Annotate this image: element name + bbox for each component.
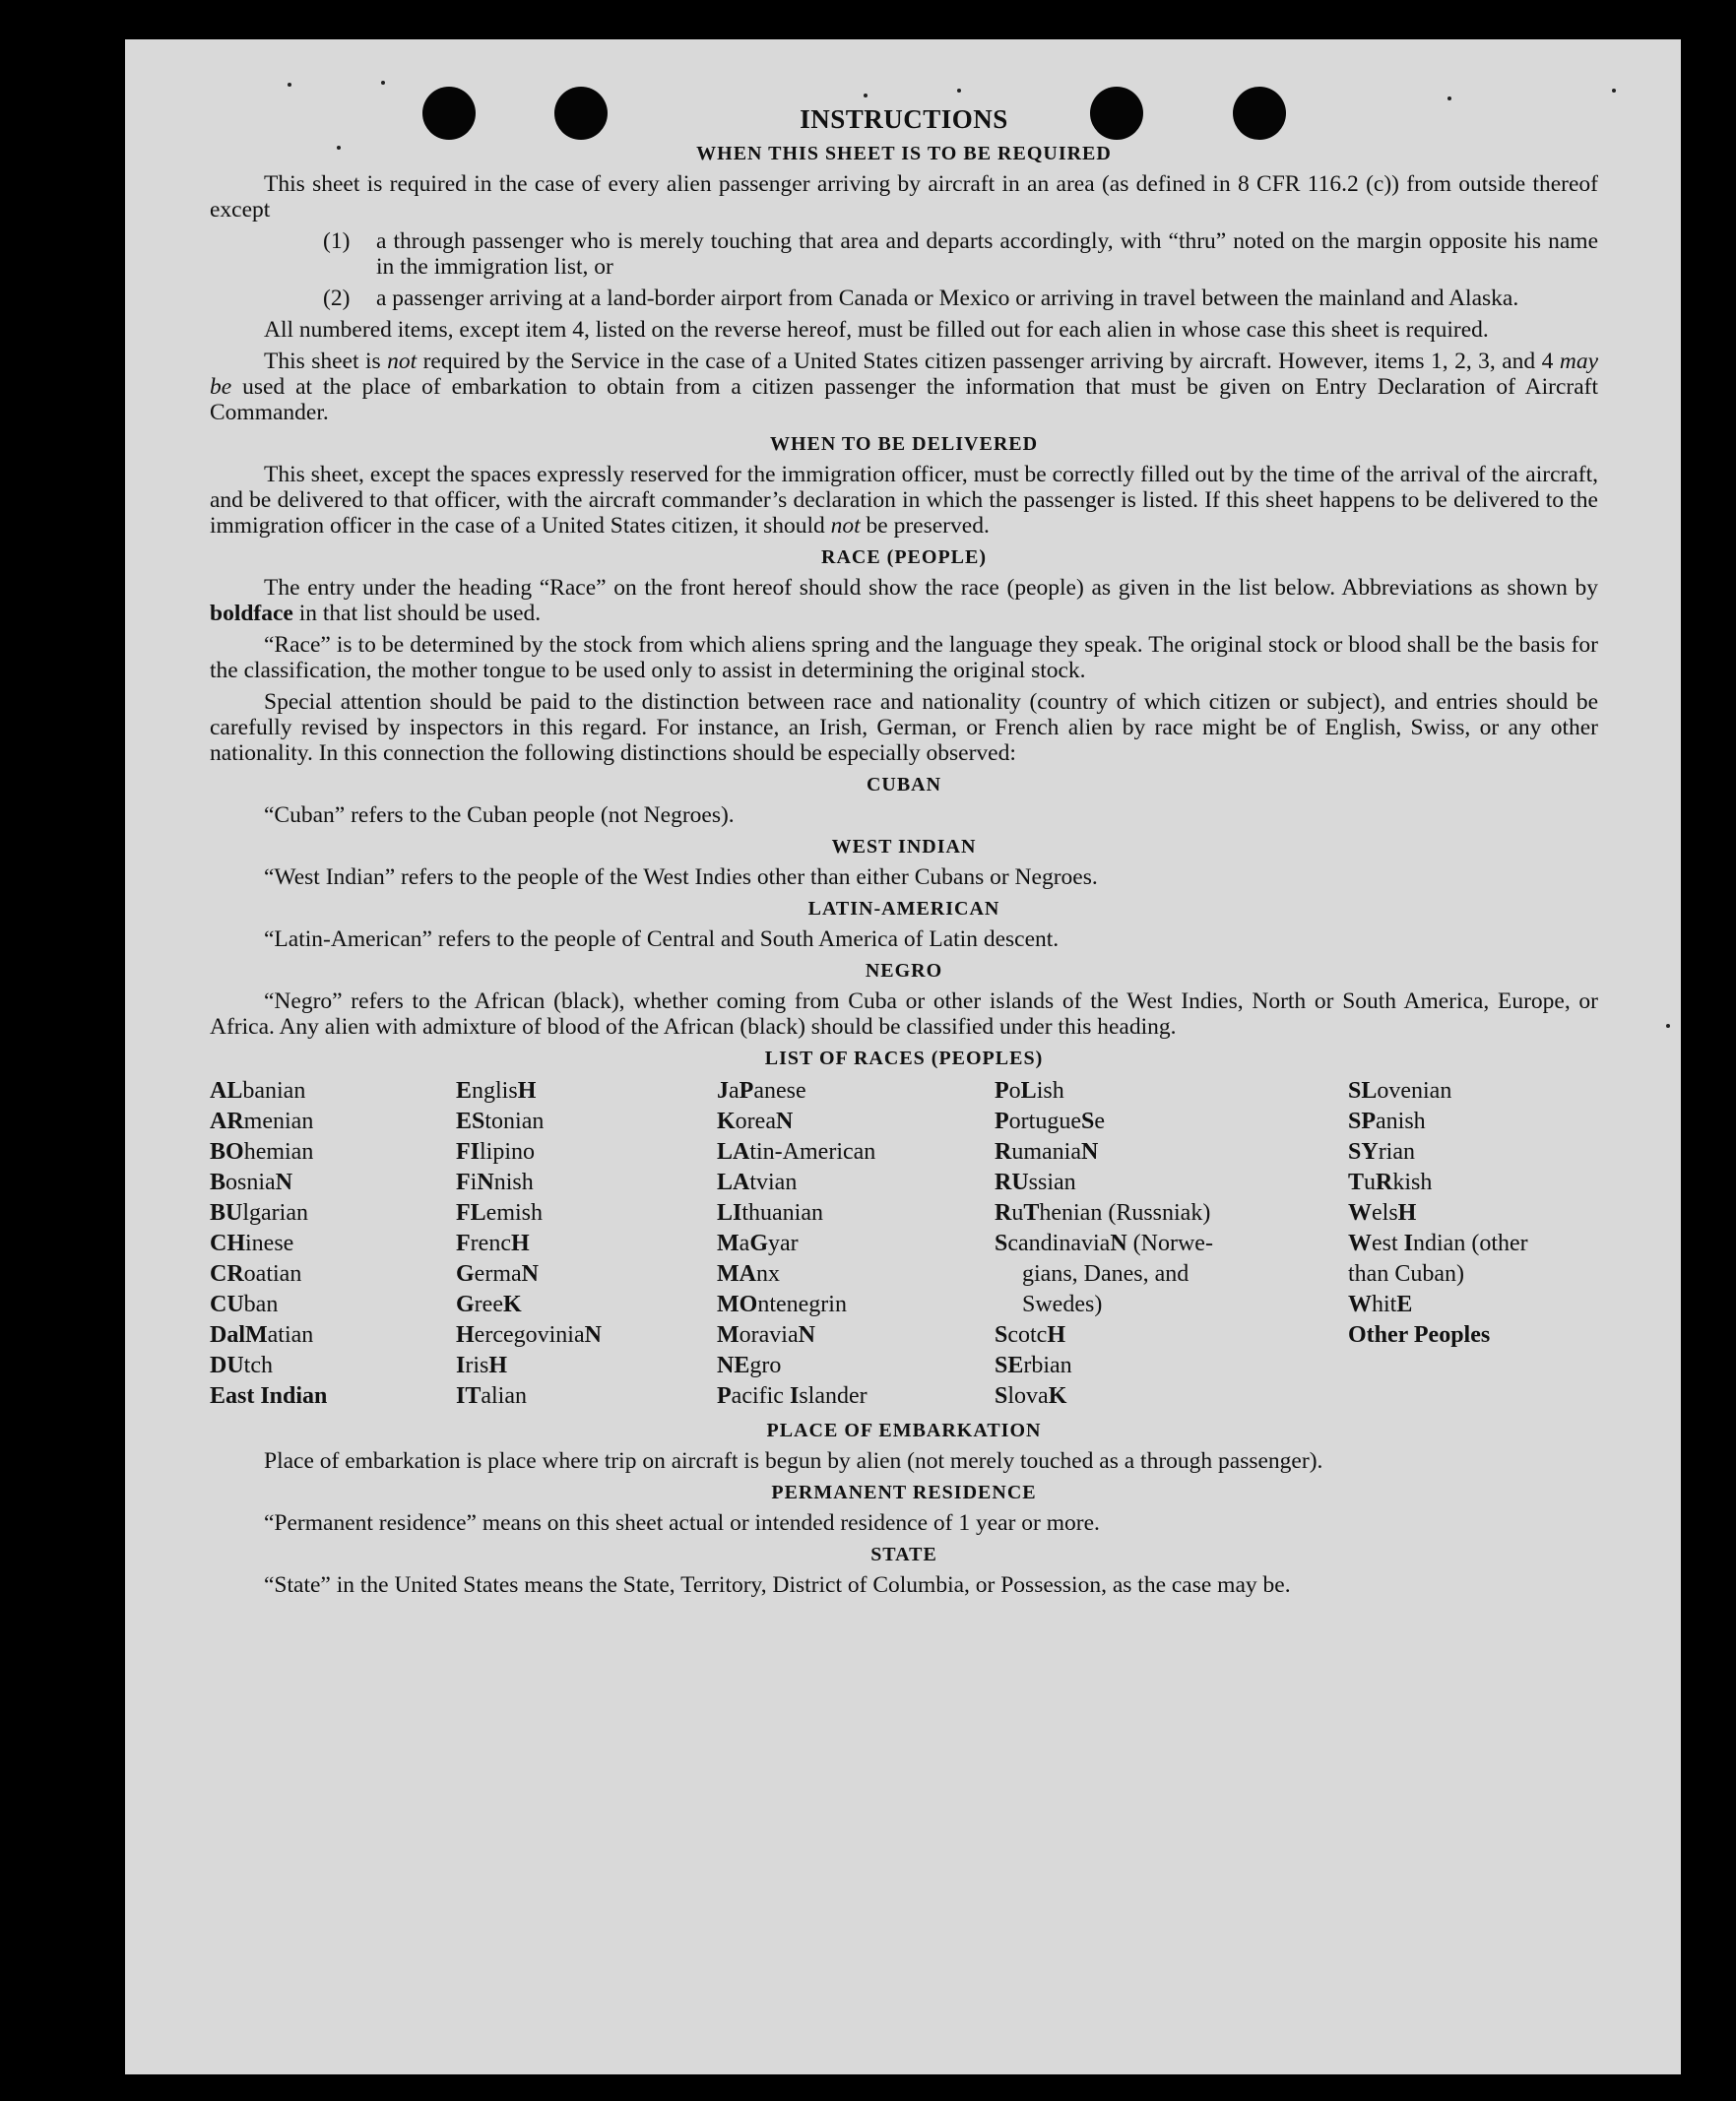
abbrev-bold: LA [717,1139,750,1165]
race-text: u [1364,1170,1377,1195]
abbrev-bold: P [717,1383,732,1409]
race-entry [717,1107,995,1137]
race-text: anish [1376,1109,1426,1134]
race-entry [1348,1290,1598,1320]
race-entry [456,1229,717,1259]
race-text: candinavia [1007,1231,1111,1256]
text-run: This sheet is [264,349,388,374]
race-entry [456,1320,717,1351]
race-text: nglis [472,1078,518,1104]
abbrev-bold: N [1110,1231,1127,1256]
section-heading-cuban: CUBAN [866,774,942,796]
race-entry [456,1168,717,1198]
abbrev-bold: N [775,1109,794,1134]
race-text: ntenegrin [757,1292,847,1317]
definition-latin-american: “Latin-American” refers to the people of Central and South America of Latin descent. [264,926,1060,952]
page-title: INSTRUCTIONS [800,104,1008,134]
text-run: required by the Service in the case of a United States citizen passenger arriving by aircraft. However, items 1, 2, 3, and 4 [417,349,1560,374]
race-entry [717,1198,995,1229]
abbrev-bold: H [517,1078,537,1104]
abbrev-bold: N [477,1170,494,1195]
race-entry [1348,1229,1598,1259]
abbrev-bold: I [456,1353,466,1378]
abbrev-bold: MO [717,1292,758,1317]
race-entry [210,1107,456,1137]
text-run: This sheet, except the spaces expressly reserved for the immigration officer, must be correctly filled out by the time of the arrival of the aircraft, and be delivered to that officer, with the aircraft commander’s declaration in which the passenger is listed. If this sheet happens to be delivered to the immigration officer in the case of a United States citizen, it should [210,462,1598,539]
abbrev-bold: F [456,1170,471,1195]
race-text: lipino [480,1139,536,1165]
item-text: a passenger arriving at a land-border airport from Canada or Mexico or arriving in travel between the mainland and Alaska. [376,286,1519,311]
paragraph: This sheet is required in the case of every alien passenger arriving by aircraft in an area (as defined in 8 CFR 116.2 (c)) from outside thereof except [210,171,1598,223]
race-text: o [1008,1078,1021,1104]
abbrev-bold: N [584,1322,602,1348]
abbrev-bold: Other Peoples [1348,1322,1491,1348]
abbrev-bold: J [717,1078,729,1104]
race-text: ndian (other [1413,1231,1528,1256]
race-text: est [1372,1231,1404,1256]
text-run: used at the place of embarkation to obtain from a citizen passenger the information that must be given on Entry Declaration of Aircraft Commander. [210,374,1598,425]
speck [288,83,291,87]
abbrev-bold: CR [210,1261,244,1287]
race-text: (Norwe- [1126,1231,1213,1256]
race-text: rian [1378,1139,1415,1165]
race-text: banian [242,1078,306,1104]
abbrev-bold: MA [717,1261,756,1287]
race-entry-continued: than Cuban) [1348,1261,1464,1287]
race-column [995,1076,1348,1412]
race-entry [210,1351,456,1381]
italic-run: may be [210,349,1598,400]
abbrev-bold: FI [456,1139,480,1165]
abbrev-bold: SY [1348,1139,1379,1165]
speck [1612,89,1616,93]
race-entry [717,1229,995,1259]
race-entry [717,1320,995,1351]
section-heading-latin-american: LATIN-AMERICAN [807,898,1000,920]
abbrev-bold: H [1047,1322,1066,1348]
race-text: umania [1011,1139,1081,1165]
text-run: in that list should be used. [292,601,542,626]
race-column [1348,1076,1598,1412]
race-entry [995,1320,1348,1351]
abbrev-bold: K [1048,1383,1067,1409]
text-run: The entry under the heading “Race” on the front hereof should show the race (people) as given in the list below. Abbreviations as shown by [264,575,1598,601]
race-text: osnia [225,1170,276,1195]
abbrev-bold: S [995,1322,1008,1348]
item-number: (1) [323,228,351,254]
abbrev-bold: G [456,1261,475,1287]
abbrev-bold: NE [717,1353,750,1378]
race-text: alian [481,1383,527,1409]
abbrev-bold: SE [995,1353,1024,1378]
abbrev-bold: FL [456,1200,486,1226]
race-text: ban [243,1292,279,1317]
race-text: henian (Russniak) [1039,1200,1211,1226]
paragraph: Place of embarkation is place where trip on aircraft is begun by alien (not merely touched as a through passenger). [264,1448,1323,1474]
abbrev-bold: S [1080,1109,1095,1134]
paragraph [210,349,1598,425]
race-entry [1348,1137,1598,1168]
race-text: anese [753,1078,806,1104]
race-entry [717,1351,995,1381]
race-entry [210,1168,456,1198]
abbrev-bold: IT [456,1383,482,1409]
abbrev-bold: M [717,1322,739,1348]
race-entry-continued: Swedes) [1022,1292,1103,1317]
race-text: i [470,1170,478,1195]
speck [381,81,385,85]
abbrev-bold: G [749,1231,768,1256]
document-content [210,104,1598,1604]
race-entry [995,1198,1348,1229]
paragraph: Special attention should be paid to the distinction between race and nationality (country of which citizen or subject), and entries should be carefully revised by inspectors in this regard. For instance, an Irish, German, or French alien by race might be of English, Swiss, or any other nationality. In this connection the following distinctions should be especially observed: [210,689,1598,766]
race-column [210,1076,456,1412]
abbrev-bold: R [995,1200,1012,1226]
race-entry [995,1229,1348,1259]
race-entry [717,1076,995,1107]
abbrev-bold: W [1348,1200,1372,1226]
race-text: e [1094,1109,1105,1134]
section-heading-race: RACE (PEOPLE) [821,546,987,568]
section-heading-residence: PERMANENT RESIDENCE [771,1482,1037,1503]
abbrev-bold: K [502,1292,522,1317]
race-entry [456,1351,717,1381]
race-column [717,1076,995,1412]
paragraph [210,575,1598,626]
race-text: a [729,1078,739,1104]
race-entry [995,1168,1348,1198]
enumerated-item [210,228,1598,280]
race-entry [1348,1320,1598,1351]
abbrev-bold: CU [210,1292,244,1317]
abbrev-bold: N [521,1261,539,1287]
race-entry [995,1259,1348,1290]
abbrev-bold: BU [210,1200,243,1226]
race-entry [456,1137,717,1168]
race-entry [210,1381,456,1412]
abbrev-bold: H [1397,1200,1417,1226]
race-text: ish [1036,1078,1064,1104]
race-text: tch [243,1353,273,1378]
speck [957,89,961,93]
definition-negro: “Negro” refers to the African (black), whether coming from Cuba or other islands of the West Indies, North or South America, Europe, or Africa. Any alien with admixture of blood of the African (black) should be classified under this heading. [210,988,1598,1040]
abbrev-bold: N [275,1170,293,1195]
race-entry [210,1290,456,1320]
abbrev-bold: N [798,1322,815,1348]
race-entry [717,1381,995,1412]
abbrev-bold: I [789,1383,800,1409]
abbrev-bold: W [1348,1292,1372,1317]
abbrev-bold: DalM [210,1322,268,1348]
speck [1666,1024,1670,1028]
race-entry [717,1137,995,1168]
race-entry [1348,1107,1598,1137]
abbrev-bold: K [717,1109,736,1134]
race-entry [995,1137,1348,1168]
abbrev-bold: F [456,1231,471,1256]
section-heading-embarkation: PLACE OF EMBARKATION [766,1420,1042,1441]
abbrev-bold: LA [717,1170,750,1195]
race-entry [210,1320,456,1351]
race-entry [1348,1259,1598,1290]
race-list [210,1076,1598,1412]
definition-state: “State” in the United States means the State, Territory, District of Columbia, or Possession, as the case may be. [264,1572,1291,1598]
race-entry-continued: gians, Danes, and [1022,1261,1189,1287]
abbrev-bold: W [1348,1231,1372,1256]
race-entry [456,1259,717,1290]
abbrev-bold: M [717,1231,739,1256]
abbrev-bold: H [456,1322,475,1348]
race-entry [1348,1076,1598,1107]
race-text: ree [474,1292,503,1317]
abbrev-bold: E [456,1078,473,1104]
race-text: yar [767,1231,799,1256]
race-entry [210,1137,456,1168]
race-entry [995,1381,1348,1412]
definition-cuban: “Cuban” refers to the Cuban people (not Negroes). [264,802,735,828]
race-text: lgarian [242,1200,308,1226]
race-entry [995,1107,1348,1137]
abbrev-bold: B [210,1170,226,1195]
paragraph: “Race” is to be determined by the stock from which aliens spring and the language they speak. The original stock or blood shall be the basis for the classification, the mother tongue to be used only to assist in determining the original stock. [210,632,1598,683]
race-text: renc [470,1231,511,1256]
race-entry [1348,1168,1598,1198]
item-text: a through passenger who is merely touching that area and departs accordingly, with “thru” noted on the margin opposite his name in the immigration list, or [376,228,1598,280]
abbrev-bold: P [995,1109,1009,1134]
race-entry [456,1107,717,1137]
abbrev-bold: G [456,1292,475,1317]
race-text: inese [245,1231,294,1256]
race-entry [456,1076,717,1107]
document-page [125,39,1681,2074]
paragraph: All numbered items, except item 4, listed on the reverse hereof, must be filled out for each alien in whose case this sheet is required. [264,317,1489,343]
bold-run: boldface [210,601,293,626]
race-text: nish [493,1170,534,1195]
race-text: cotc [1007,1322,1048,1348]
abbrev-bold: BO [210,1139,244,1165]
race-text: ortugue [1008,1109,1081,1134]
race-text: rbian [1023,1353,1072,1378]
race-text: ssian [1028,1170,1076,1195]
race-text: oatian [243,1261,302,1287]
race-text: emish [485,1200,543,1226]
race-text: slander [799,1383,868,1409]
speck [864,94,868,97]
paragraph [210,462,1598,539]
race-text: hit [1372,1292,1397,1317]
race-text: lova [1007,1383,1049,1409]
race-entry [456,1381,717,1412]
item-number: (2) [323,286,351,311]
race-text: els [1372,1200,1398,1226]
abbrev-bold: ES [456,1109,485,1134]
race-entry [210,1229,456,1259]
race-text: kish [1392,1170,1433,1195]
race-text: menian [243,1109,314,1134]
abbrev-bold: P [995,1078,1009,1104]
section-heading-negro: NEGRO [865,960,943,982]
abbrev-bold: E [1396,1292,1413,1317]
abbrev-bold: T [1023,1200,1040,1226]
abbrev-bold: SL [1348,1078,1378,1104]
race-text: thuanian [741,1200,823,1226]
race-text: atian [267,1322,314,1348]
abbrev-bold: T [1348,1170,1365,1195]
abbrev-bold: N [1080,1139,1099,1165]
section-heading-west-indian: WEST INDIAN [831,836,977,858]
definition-west-indian: “West Indian” refers to the people of the West Indies other than either Cubans or Negroes. [264,864,1098,890]
race-entry [995,1351,1348,1381]
abbrev-bold: S [995,1383,1008,1409]
race-entry [456,1198,717,1229]
abbrev-bold: LI [717,1200,742,1226]
race-text: tonian [484,1109,545,1134]
abbrev-bold: AR [210,1109,244,1134]
abbrev-bold: H [510,1231,530,1256]
race-entry [456,1290,717,1320]
race-text: gro [749,1353,782,1378]
abbrev-bold: DU [210,1353,244,1378]
race-text: ovenian [1377,1078,1452,1104]
race-text: tvian [749,1170,798,1195]
race-entry [210,1198,456,1229]
race-text: erma [474,1261,522,1287]
race-entry [995,1290,1348,1320]
abbrev-bold: I [1403,1231,1414,1256]
section-heading-race-list: LIST OF RACES (PEOPLES) [764,1048,1044,1069]
abbrev-bold: CH [210,1231,245,1256]
abbrev-bold: H [488,1353,508,1378]
abbrev-bold: L [1020,1078,1037,1104]
section-heading-state: STATE [870,1544,937,1565]
race-text: acific [731,1383,790,1409]
race-text: ris [465,1353,489,1378]
definition-residence: “Permanent residence” means on this sheet actual or intended residence of 1 year or more. [264,1510,1100,1536]
race-text: a [739,1231,750,1256]
abbrev-bold: SP [1348,1109,1377,1134]
race-text: u [1011,1200,1024,1226]
race-entry [210,1076,456,1107]
race-text: hemian [243,1139,314,1165]
enumerated-item [210,286,1598,311]
abbrev-bold: R [1376,1170,1393,1195]
race-text: oravia [739,1322,799,1348]
abbrev-bold: RU [995,1170,1029,1195]
abbrev-bold: AL [210,1078,243,1104]
speck [1447,96,1451,100]
italic-run: not [387,349,418,374]
race-entry [210,1259,456,1290]
text-run: be preserved. [860,513,990,539]
race-text: tin-American [749,1139,876,1165]
race-entry [995,1076,1348,1107]
abbrev-bold: East Indian [210,1383,328,1409]
race-text: ercegovinia [474,1322,585,1348]
race-text: orea [735,1109,776,1134]
section-heading-delivered: WHEN TO BE DELIVERED [769,433,1039,455]
race-column [456,1076,717,1412]
abbrev-bold: S [995,1231,1008,1256]
italic-run: not [830,513,861,539]
abbrev-bold: P [739,1078,754,1104]
race-entry [717,1290,995,1320]
race-entry [717,1259,995,1290]
abbrev-bold: R [995,1139,1012,1165]
race-entry [1348,1198,1598,1229]
race-entry [717,1168,995,1198]
section-heading-required: WHEN THIS SHEET IS TO BE REQUIRED [696,143,1112,164]
race-text: nx [755,1261,780,1287]
